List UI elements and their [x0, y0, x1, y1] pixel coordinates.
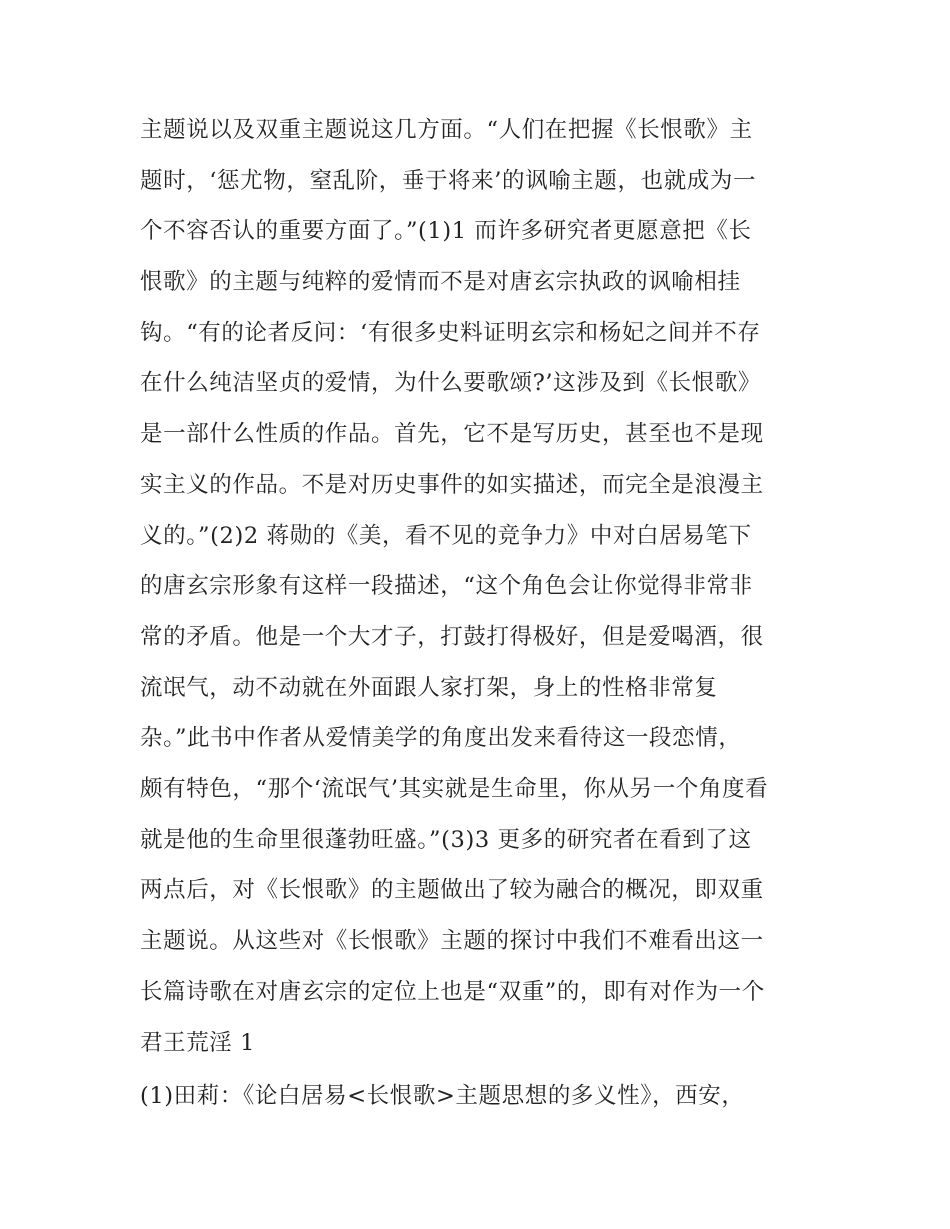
body-text-line: 题时，‘惩尤物，窒乱阶，垂于将来’的讽喻主题，也就成为一 [140, 168, 757, 194]
body-text-line: 君王荒淫 1 [140, 1030, 256, 1056]
body-text-line: 主题说以及双重主题说这几方面。“人们在把握《长恨歌》主 [140, 117, 753, 143]
body-text-line: 个不容否认的重要方面了。”(1)1 而许多研究者更愿意把《长 [140, 218, 752, 244]
body-text-line: 是一部什么性质的作品。首先，它不是写历史，甚至也不是现 [140, 421, 764, 447]
body-text-line: 两点后，对《长恨歌》的主题做出了较为融合的概况，即双重 [140, 877, 764, 903]
body-text-line: 流氓气，动不动就在外面跟人家打架，身上的性格非常复 [140, 675, 718, 701]
body-text-line: 实主义的作品。不是对历史事件的如实描述，而完全是浪漫主 [140, 472, 764, 498]
footnote-line: (1)田莉：《论白居易<长恨歌>主题思想的多义性》，西安， [140, 1083, 745, 1109]
body-text-line: 主题说。从这些对《长恨歌》主题的探讨中我们不难看出这一 [140, 928, 764, 954]
body-text-line: 颇有特色，“那个‘流氓气’其实就是生命里，你从另一个角度看 [140, 776, 769, 802]
body-text-line: 的唐玄宗形象有这样一段描述，“这个角色会让你觉得非常非 [140, 573, 753, 599]
body-text-line: 常的矛盾。他是一个大才子，打鼓打得极好，但是爱喝酒，很 [140, 624, 764, 650]
body-text-line: 钩。“有的论者反问：‘有很多史料证明玄宗和杨妃之间并不存 [140, 320, 761, 346]
body-text-line: 恨歌》的主题与纯粹的爱情而不是对唐玄宗执政的讽喻相挂 [140, 269, 741, 295]
body-text-line: 在什么纯洁坚贞的爱情，为什么要歌颂?’这涉及到《长恨歌》 [140, 370, 762, 396]
body-text-line: 长篇诗歌在对唐玄宗的定位上也是“双重”的，即有对作为一个 [140, 979, 765, 1005]
body-text-line: 义的。”(2)2 蒋勋的《美，看不见的竞争力》中对白居易笔下 [140, 523, 752, 549]
body-text-line: 就是他的生命里很蓬勃旺盛。”(3)3 更多的研究者在看到了这 [140, 827, 752, 853]
body-text-line: 杂。”此书中作者从爱情美学的角度出发来看待这一段恋情， [140, 725, 742, 751]
